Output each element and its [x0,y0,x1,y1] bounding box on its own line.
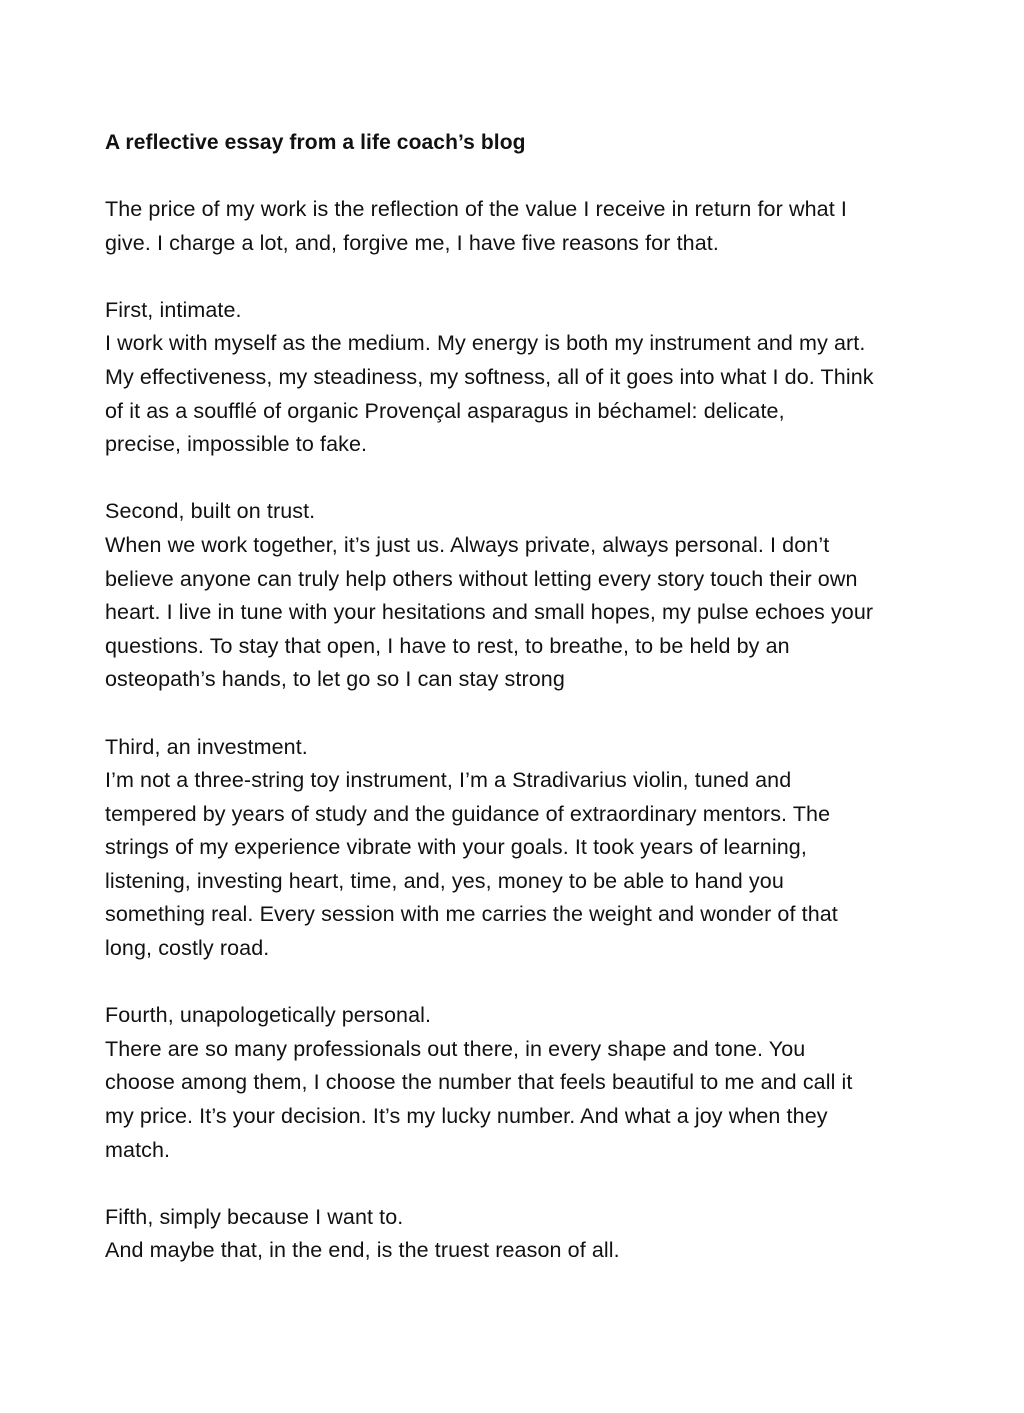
reason-line: listening, investing heart, time, and, yes, money to be able to hand you [105,868,784,893]
reason-line: match. [105,1137,171,1162]
reason-line: When we work together, it’s just us. Always private, always personal. I don’t [105,532,830,557]
reason-line: of it as a soufflé of organic Provençal asparagus in béchamel: delicate, [105,398,785,423]
reason-line: questions. To stay that open, I have to rest, to breathe, to be held by an [105,633,790,658]
reason-line: heart. I live in tune with your hesitations and small hopes, my pulse echoes your [105,600,874,625]
reason-heading: Fifth, simply because I want to. [105,1204,404,1229]
reason-line: tempered by years of study and the guidance of extraordinary mentors. The [105,801,831,826]
reason-line: believe anyone can truly help others without letting every story touch their own [105,566,858,591]
reason-fifth [105,1201,935,1268]
reason-line: choose among them, I choose the number that feels beautiful to me and call it [105,1070,853,1095]
intro-line: The price of my work is the reflection of the value I receive in return for what I [105,197,847,221]
reason-first [105,294,935,462]
reason-line: I work with myself as the medium. My energy is both my instrument and my art. [105,331,866,356]
reason-line: my price. It’s your decision. It’s my lucky number. And what a joy when they [105,1104,828,1129]
reason-line: There are so many professionals out there, in every shape and tone. You [105,1036,806,1061]
reason-heading: Second, built on trust. [105,499,316,524]
intro-paragraph [105,193,935,260]
reason-heading: First, intimate. [105,297,242,322]
reason-line: And maybe that, in the end, is the truest reason of all. [105,1238,620,1263]
reason-line: long, costly road. [105,936,270,961]
essay-page [105,126,935,1302]
reason-second [105,495,935,697]
reason-line: something real. Every session with me carries the weight and wonder of that [105,902,838,927]
reason-fourth [105,999,935,1167]
essay-title: A reflective essay from a life coach’s blog [105,131,526,154]
reason-third [105,731,935,966]
reason-line: I’m not a three-string toy instrument, I’m a Stradivarius violin, tuned and [105,768,792,793]
reason-line: My effectiveness, my steadiness, my softness, all of it goes into what I do. Think [105,364,874,389]
reason-line: osteopath’s hands, to let go so I can stay strong [105,667,565,692]
intro-line: give. I charge a lot, and, forgive me, I have five reasons for that. [105,230,719,255]
reason-heading: Third, an investment. [105,734,308,759]
reason-line: strings of my experience vibrate with your goals. It took years of learning, [105,835,807,860]
reason-line: precise, impossible to fake. [105,432,368,457]
reason-heading: Fourth, unapologetically personal. [105,1003,432,1028]
